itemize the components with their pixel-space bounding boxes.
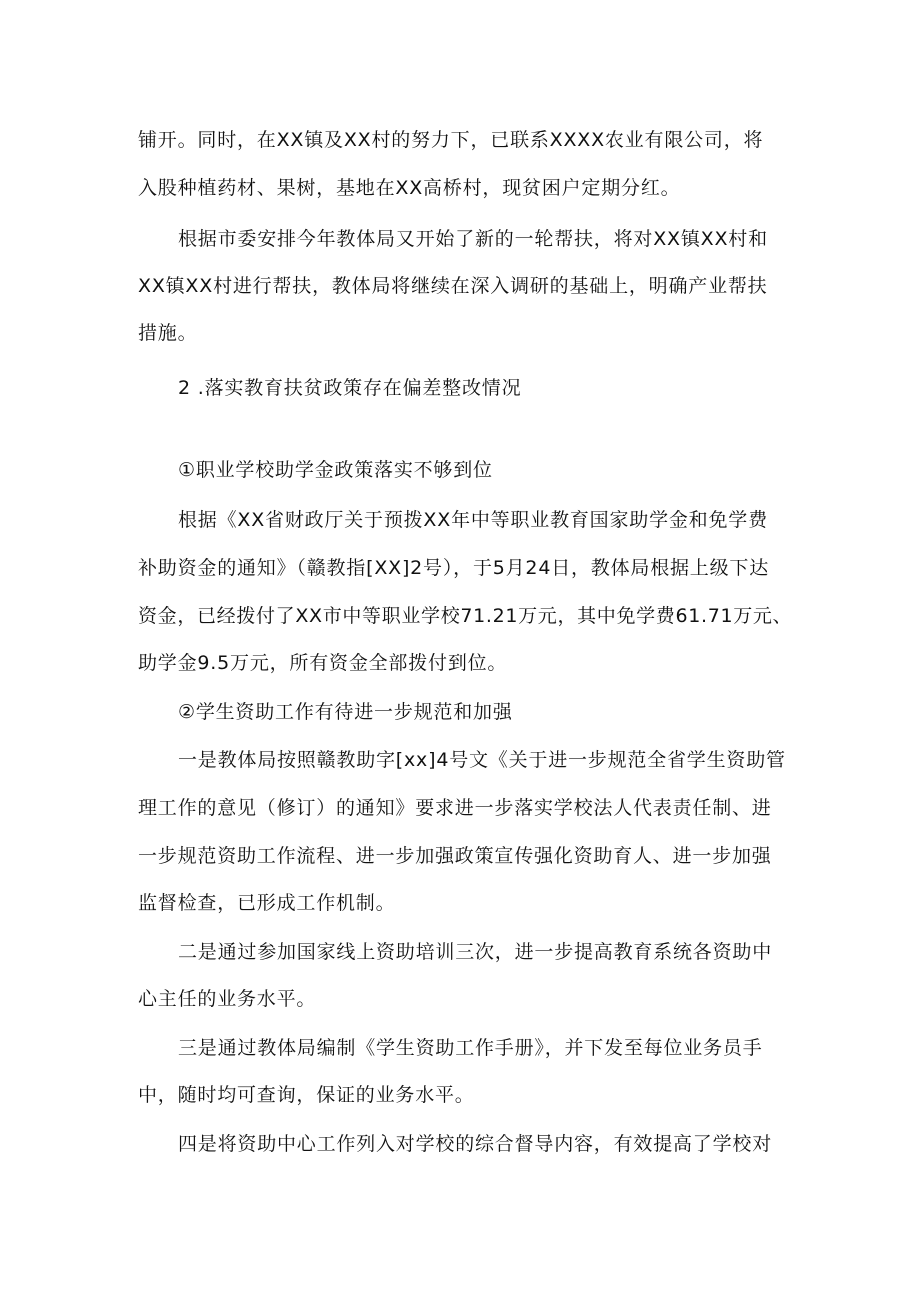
text-line-9: 补助资金的通知》（赣教指[XX]2号），于5月24日，教体局根据上级下达	[138, 557, 770, 579]
text-line-21: 四是将资助中心工作列入对学校的综合督导内容，有效提高了学校对	[178, 1133, 773, 1155]
text-line-15: 一步规范资助工作流程、进一步加强政策宣传强化资助育人、进一步加强	[138, 845, 772, 867]
text-line-13: 一是教体局按照赣教助字[xx]4号文《关于进一步规范全省学生资助管	[178, 749, 786, 771]
text-line-18: 心主任的业务水平。	[138, 988, 317, 1010]
text-line-17: 二是通过参加国家线上资助培训三次，进一步提高教育系统各资助中	[178, 941, 773, 963]
text-line-8: 根据《XX省财政厅关于预拨XX年中等职业教育国家助学金和免学费	[178, 509, 768, 531]
subsection-heading-2: ②学生资助工作有待进一步规范和加强	[178, 701, 513, 723]
text-line-20: 中，随时均可查询，保证的业务水平。	[138, 1084, 475, 1106]
text-line-11: 助学金9.5万元，所有资金全部拨付到位。	[138, 652, 508, 674]
text-line-4: XX镇XX村进行帮扶，教体局将继续在深入调研的基础上，明确产业帮扶	[138, 275, 768, 297]
text-line-19: 三是通过教体局编制《学生资助工作手册》，并下发至每位业务员手	[178, 1037, 763, 1059]
text-line-3: 根据市委安排今年教体局又开始了新的一轮帮扶，将对XX镇XX村和	[178, 228, 768, 250]
text-line-16: 监督检查，已形成工作机制。	[138, 892, 396, 914]
text-line-1: 铺开。同时，在XX镇及XX村的努力下，已联系XXXX农业有限公司，将	[138, 129, 764, 151]
text-line-14: 理工作的意见（修订）的通知》要求进一步落实学校法人代表责任制、进	[138, 797, 772, 819]
subsection-heading-1: ①职业学校助学金政策落实不够到位	[178, 459, 493, 481]
text-line-5: 措施。	[138, 322, 198, 344]
text-line-10: 资金，已经拨付了XX市中等职业学校71.21万元，其中免学费61.71万元、	[138, 605, 793, 627]
text-line-2: 入股种植药材、果树，基地在XX高桥村，现贫困户定期分红。	[138, 177, 681, 199]
section-heading: 2 .落实教育扶贫政策存在偏差整改情况	[178, 377, 522, 399]
